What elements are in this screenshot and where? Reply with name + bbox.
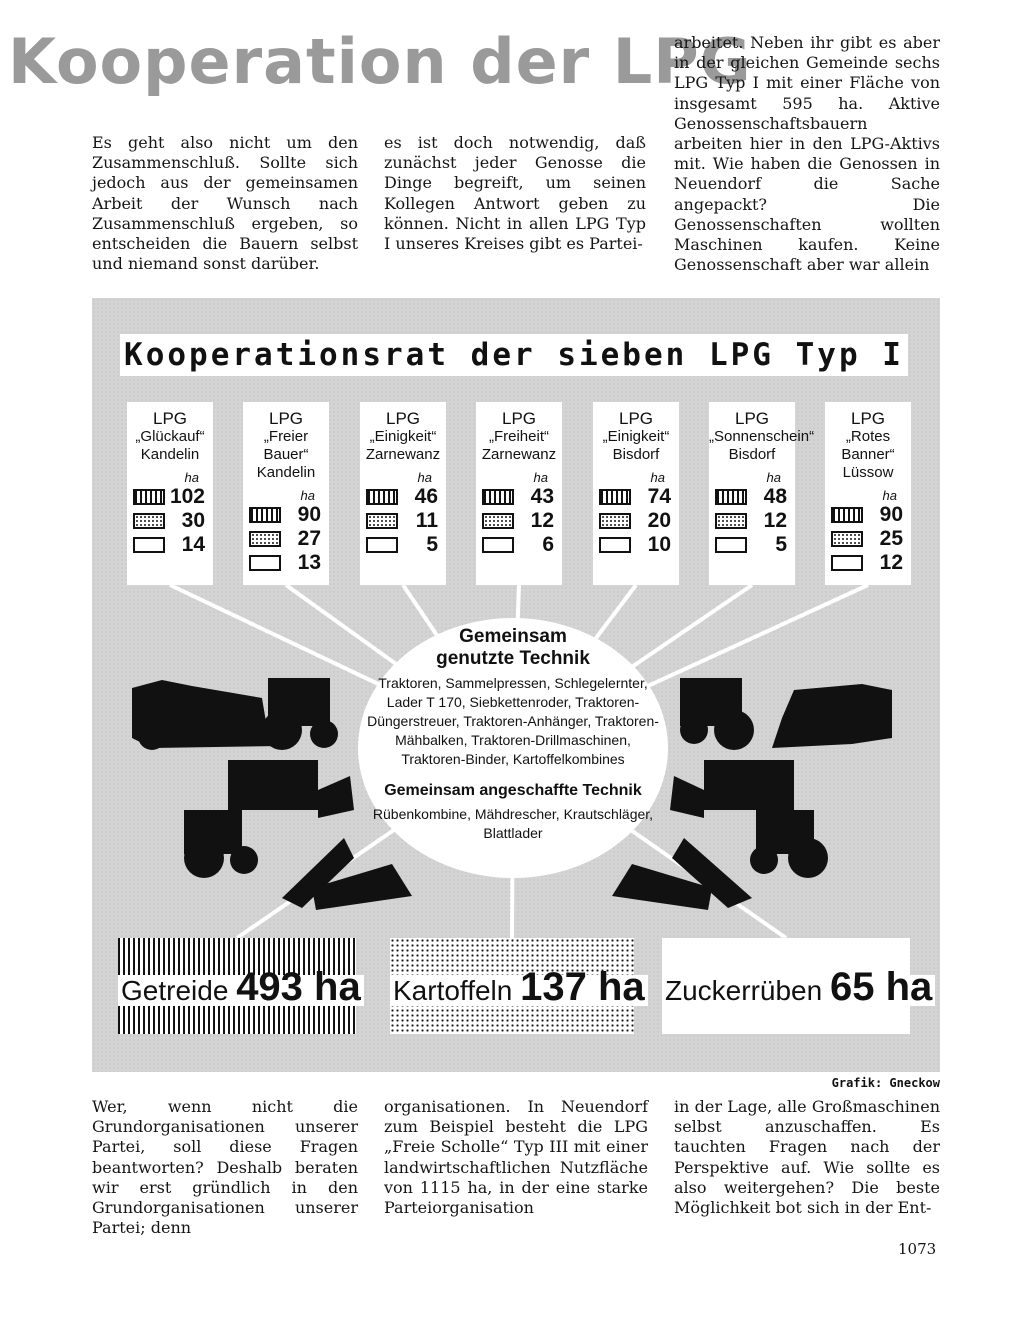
total-grain-box xyxy=(118,938,361,1034)
unit-label: ha xyxy=(766,470,781,485)
potato-value: 25 xyxy=(879,527,903,550)
beet-value: 6 xyxy=(542,533,554,556)
beet-value: 12 xyxy=(879,551,903,574)
potato-symbol-icon xyxy=(715,513,747,529)
potato-row xyxy=(593,509,679,533)
beet-row xyxy=(709,533,795,557)
graphic-credit: Grafik: Gneckow xyxy=(831,1076,940,1090)
paragraph: Wer, wenn nicht die Grundorganisationen unserer Partei, soll diese Fragen beantworten? Deshalb beraten wir erst gründlich in den Grundorganisationen unserer Partei; denn xyxy=(92,1097,358,1238)
paragraph: es ist doch notwendig, daß zunächst jeder Genosse die Dinge begreift, um seinen Kollegen Antwort geben zu können. Nicht in allen LPG Typ I unseres Kreises gibt es Partei- xyxy=(384,133,646,254)
unit-label: ha xyxy=(300,488,315,503)
paragraph: in der Lage, alle Großmaschinen selbst anzuschaffen. Es tauchten Fragen nach der Perspektive auf. Wie sollte es also weitergehen? Die beste Möglichkeit bot sich in der Ent- xyxy=(674,1097,940,1218)
grain-symbol-icon xyxy=(831,507,863,523)
potato-value: 12 xyxy=(530,509,554,532)
beet-row xyxy=(593,533,679,557)
article-heading: Kooperation der LPG xyxy=(8,25,752,98)
beet-symbol-icon xyxy=(482,537,514,553)
text-column-top-2 xyxy=(384,133,646,254)
beet-symbol-icon xyxy=(599,537,631,553)
text-column-bottom-1 xyxy=(92,1097,358,1238)
beet-symbol-icon xyxy=(715,537,747,553)
lpg-place: Bisdorf xyxy=(728,446,776,463)
lpg-place: Bisdorf xyxy=(612,446,660,463)
potato-value: 11 xyxy=(415,509,438,532)
potato-row xyxy=(360,509,446,533)
page-number: 1073 xyxy=(898,1240,937,1258)
grain-symbol-icon xyxy=(715,489,747,505)
grain-value: 102 xyxy=(169,485,205,508)
shared-technology xyxy=(358,626,668,843)
potato-row xyxy=(476,509,562,533)
paragraph: Es geht also nicht um den Zusammenschluß. Sollte sich jedoch aus der gemeinsamen Arbeit der Wunsch nach Zusammenschluß ergeben, so entscheiden die Bauern selbst und niemand sonst darüber. xyxy=(92,133,358,274)
lpg-card xyxy=(476,402,562,585)
lpg-name: „Freier Bauer“ xyxy=(263,428,309,463)
lpg-prefix: LPG xyxy=(734,409,770,428)
lpg-prefix: LPG xyxy=(268,409,304,428)
unit-label: ha xyxy=(184,470,199,485)
total-potato-box xyxy=(390,938,645,1034)
lpg-prefix: LPG xyxy=(618,409,654,428)
beet-row xyxy=(127,533,213,557)
shared-heading-line2: genutzte Technik xyxy=(436,648,590,669)
lpg-card xyxy=(243,402,329,585)
lpg-name: „Einigkeit“ xyxy=(369,428,437,445)
beet-value: 10 xyxy=(647,533,671,556)
total-beet-box xyxy=(662,938,933,1034)
beet-label: Zuckerrüben xyxy=(665,975,823,1006)
potato-symbol-icon xyxy=(133,513,165,529)
potato-row xyxy=(825,527,911,551)
grain-row xyxy=(593,485,679,509)
potato-label: Kartoffeln xyxy=(393,975,513,1006)
grain-value: 46 xyxy=(414,485,438,508)
potato-value: 27 xyxy=(297,527,321,550)
beet-row xyxy=(476,533,562,557)
potato-row xyxy=(127,509,213,533)
text-column-top-1 xyxy=(92,133,358,274)
potato-symbol-icon xyxy=(482,513,514,529)
lpg-name: „Einigkeit“ xyxy=(602,428,670,445)
lpg-name: „Glückauf“ xyxy=(135,428,205,445)
lpg-card xyxy=(709,402,815,585)
unit-label: ha xyxy=(650,470,665,485)
potato-total: 137 ha xyxy=(520,965,645,1009)
grain-symbol-icon xyxy=(249,507,281,523)
text-column-bottom-2 xyxy=(384,1097,648,1218)
grain-value: 48 xyxy=(763,485,787,508)
beet-row xyxy=(825,551,911,575)
shared-technology-list: Traktoren, Sammelpressen, Schlegelernter, Lader T 170, Siebkettenroder, Traktoren-Düngerstreuer, Traktoren-Anhänger, Traktoren-Mähbalken, Traktoren-Drillmaschinen, Traktoren-Binder, Kartoffelkombines xyxy=(367,675,659,767)
lpg-place: Lüssow xyxy=(842,464,894,481)
lpg-prefix: LPG xyxy=(501,409,537,428)
beet-value: 13 xyxy=(297,551,321,574)
paragraph: arbeitet. Neben ihr gibt es aber in der gleichen Gemeinde sechs LPG Typ I mit einer Fläche von insgesamt 595 ha. Aktive Genossenschaftsbauern arbeiten hier in den LPG-Aktivs mit. Wie haben die Genossen in Neuendorf die Sache angepackt? Die Genossenschaften wollten Maschinen kaufen. Keine Genossenschaft aber war allein xyxy=(674,33,940,275)
lpg-card xyxy=(360,402,446,585)
grain-value: 43 xyxy=(530,485,554,508)
grain-row xyxy=(243,503,329,527)
beet-row xyxy=(243,551,329,575)
potato-value: 30 xyxy=(181,509,205,532)
beet-value: 14 xyxy=(181,533,205,556)
grain-row xyxy=(476,485,562,509)
potato-symbol-icon xyxy=(366,513,398,529)
paragraph: organisationen. In Neuendorf zum Beispiel besteht die LPG „Freie Scholle“ Typ III mit einer landwirtschaftlichen Nutzfläche von 1115 ha, in der eine starke Parteiorganisation xyxy=(384,1097,648,1218)
potato-value: 12 xyxy=(763,509,787,532)
grain-symbol-icon xyxy=(482,489,514,505)
shared-heading-line1: Gemeinsam xyxy=(459,626,567,647)
graphic-title: Kooperationsrat der sieben LPG Typ I xyxy=(120,334,908,376)
beet-value: 5 xyxy=(426,533,438,556)
unit-label: ha xyxy=(533,470,548,485)
lpg-place: Zarnewanz xyxy=(365,446,441,463)
grain-value: 74 xyxy=(647,485,671,508)
potato-symbol-icon xyxy=(599,513,631,529)
beet-symbol-icon xyxy=(249,555,281,571)
potato-symbol-icon xyxy=(249,531,281,547)
grain-total: 493 ha xyxy=(236,965,361,1009)
beet-row xyxy=(360,533,446,557)
potato-value: 20 xyxy=(647,509,671,532)
potato-row xyxy=(243,527,329,551)
lpg-card xyxy=(825,402,911,585)
lpg-place: Kandelin xyxy=(140,446,200,463)
lpg-name: „Sonnenschein“ xyxy=(709,428,815,445)
cooperation-graphic xyxy=(92,298,940,1072)
lpg-place: Kandelin xyxy=(256,464,316,481)
bought-heading: Gemeinsam angeschaffte Technik xyxy=(384,782,642,799)
beet-symbol-icon xyxy=(831,555,863,571)
grain-value: 90 xyxy=(879,503,903,526)
grain-symbol-icon xyxy=(599,489,631,505)
lpg-name: „Freiheit“ xyxy=(488,428,549,445)
unit-label: ha xyxy=(882,488,897,503)
grain-row xyxy=(360,485,446,509)
lpg-prefix: LPG xyxy=(385,409,421,428)
grain-row xyxy=(127,485,213,509)
lpg-card xyxy=(127,402,213,585)
text-column-bottom-3 xyxy=(674,1097,940,1218)
lpg-place: Zarnewanz xyxy=(481,446,557,463)
beet-symbol-icon xyxy=(133,537,165,553)
text-column-top-3 xyxy=(674,33,940,275)
potato-symbol-icon xyxy=(831,531,863,547)
potato-row xyxy=(709,509,795,533)
grain-symbol-icon xyxy=(133,489,165,505)
beet-total: 65 ha xyxy=(829,965,933,1009)
lpg-prefix: LPG xyxy=(850,409,886,428)
lpg-card xyxy=(593,402,679,585)
lpg-name: „Rotes Banner“ xyxy=(841,428,895,463)
lpg-prefix: LPG xyxy=(152,409,188,428)
beet-symbol-icon xyxy=(366,537,398,553)
grain-value: 90 xyxy=(297,503,321,526)
grain-row xyxy=(825,503,911,527)
grain-row xyxy=(709,485,795,509)
unit-label: ha xyxy=(417,470,432,485)
grain-symbol-icon xyxy=(366,489,398,505)
bought-technology-list: Rübenkombine, Mähdrescher, Krautschläger, Blattlader xyxy=(372,806,654,841)
grain-label: Getreide xyxy=(121,975,229,1006)
beet-value: 5 xyxy=(775,533,787,556)
